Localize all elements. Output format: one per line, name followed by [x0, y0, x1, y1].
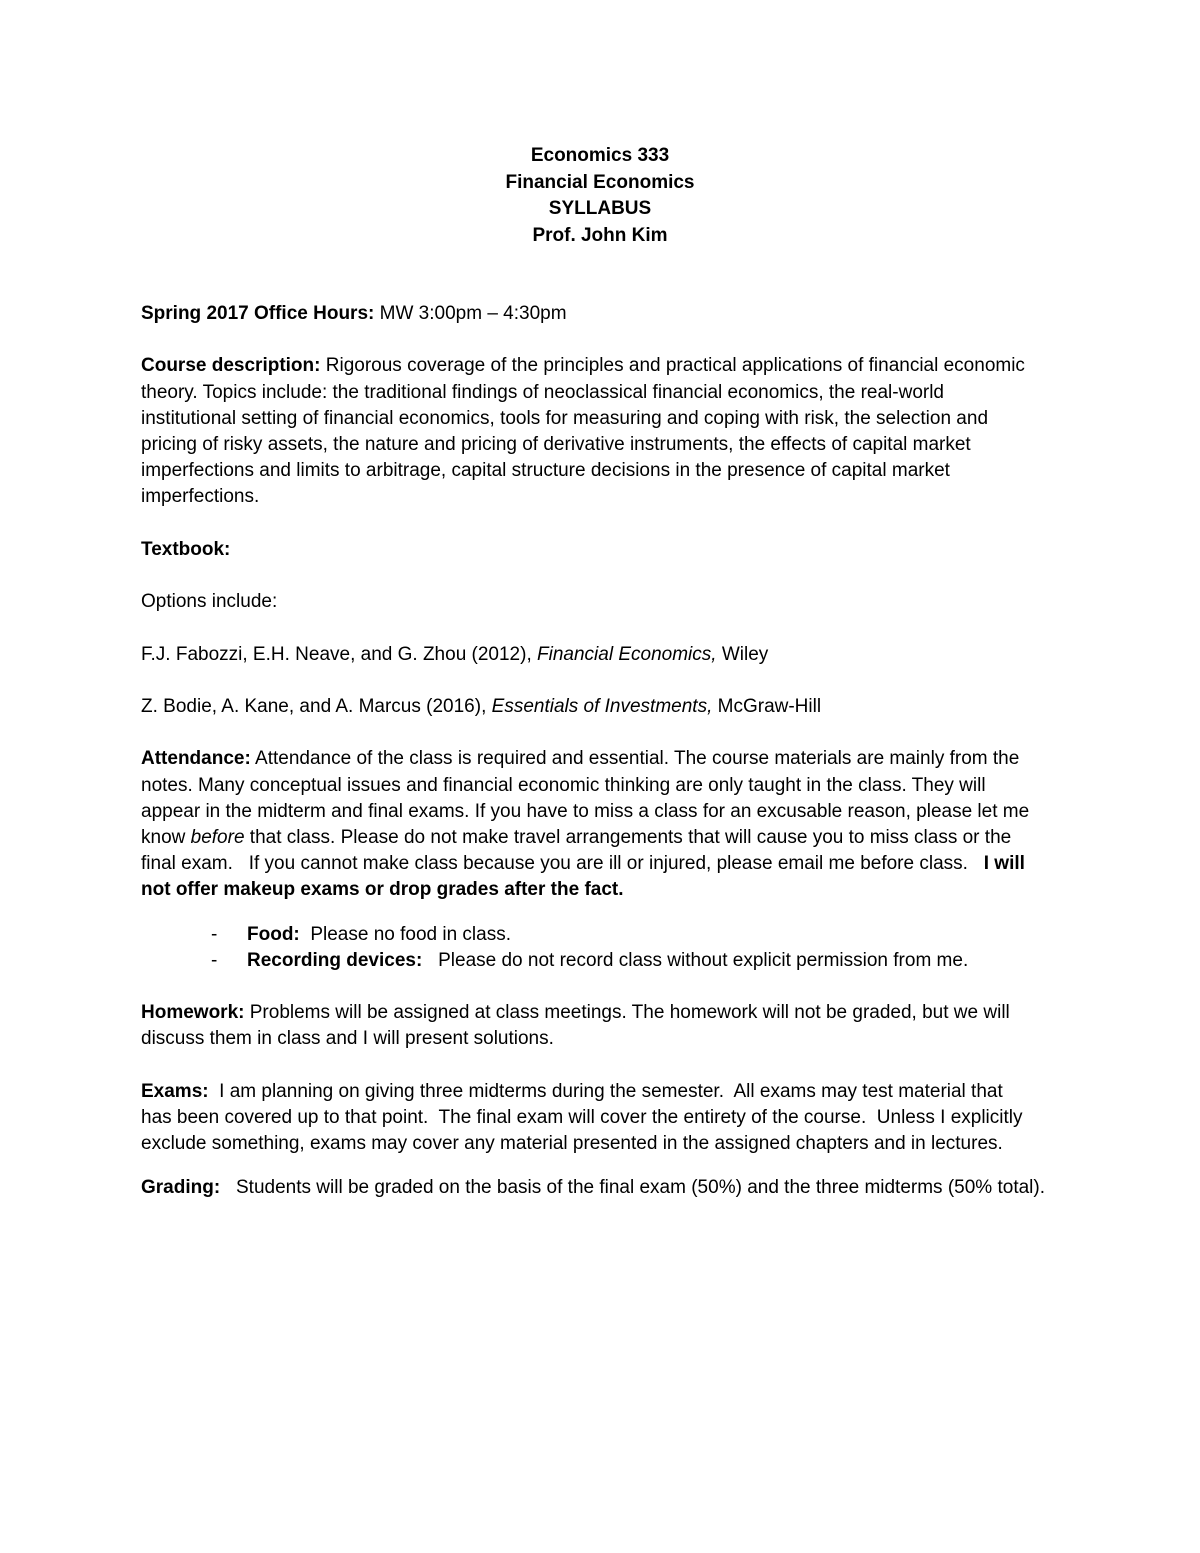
attendance-text: appear in the midterm and final exams. If you have to miss a class for an excusable reason, please let me	[141, 800, 1030, 822]
rule-label: Food:	[247, 923, 300, 945]
attendance-text: know	[141, 826, 191, 848]
exams-text: exclude something, exams may cover any material presented in the assigned chapters and in lectures.	[141, 1133, 1003, 1155]
syllabus-body	[141, 301, 1071, 1202]
course-description-line: Rigorous coverage of the principles and practical applications of financial economic	[320, 355, 1025, 377]
textbook-title: Financial Economics,	[537, 643, 717, 665]
attendance-emphasis: before	[190, 826, 245, 848]
course-description-line: imperfections and limits to arbitrage, capital structure decisions in the presence of capital market	[141, 460, 950, 482]
office-hours-label: Spring 2017 Office Hours:	[141, 303, 375, 324]
textbook-entry	[141, 642, 1071, 668]
grading-policy	[141, 1175, 1071, 1201]
grading-label: Grading:	[141, 1177, 221, 1199]
document-type: SYLLABUS	[548, 198, 652, 219]
textbook-entry	[141, 694, 1071, 720]
course-description-line: institutional setting of financial economics, tools for measuring and coping with risk, the selection and	[141, 407, 989, 429]
course-number: Economics 333	[530, 145, 670, 166]
course-description-line: pricing of risky assets, the nature and pricing of derivative instruments, the effects of capital market	[141, 434, 971, 455]
attendance-warning: not offer makeup exams or drop grades after the fact.	[141, 879, 624, 901]
course-description-label: Course description:	[141, 355, 321, 377]
course-description-line: imperfections.	[141, 486, 260, 508]
textbook-title: Essentials of Investments,	[491, 695, 713, 717]
homework-text: Problems will be assigned at class meetings. The homework will not be graded, but we will	[244, 1002, 1010, 1024]
homework-policy	[141, 1000, 1071, 1052]
textbook-label: Textbook:	[141, 538, 231, 560]
office-hours-value: MW 3:00pm – 4:30pm	[379, 303, 567, 324]
rule-text: Please no food in class.	[299, 923, 512, 945]
rule-text: Please do not record class without explicit permission from me.	[422, 949, 969, 971]
course-description-line: theory. Topics include: the traditional findings of neoclassical financial economics, the real-world	[141, 381, 945, 403]
exams-label: Exams:	[141, 1080, 209, 1102]
attendance-text: that class. Please do not make travel arrangements that will cause you to miss class or the	[244, 826, 1012, 848]
attendance-warning: I will	[983, 853, 1025, 875]
bullet-dash: -	[211, 923, 218, 945]
homework-text: discuss them in class and I will present solutions.	[141, 1028, 554, 1050]
course-description	[141, 353, 1071, 510]
rule-item-recording	[141, 948, 1071, 974]
textbook-publisher: Wiley	[716, 643, 769, 665]
office-hours	[141, 301, 1071, 327]
attendance-policy	[141, 746, 1071, 903]
textbook-authors: F.J. Fabozzi, E.H. Neave, and G. Zhou (2012),	[141, 643, 538, 665]
homework-label: Homework:	[141, 1002, 245, 1024]
exams-text: has been covered up to that point. The final exam will cover the entirety of the course. Unless I explicitly	[141, 1106, 1023, 1128]
rule-label: Recording devices:	[247, 949, 423, 971]
course-title: Financial Economics	[505, 171, 695, 193]
attendance-text: notes. Many conceptual issues and financial economic thinking are only taught in the class. They will	[141, 774, 986, 796]
professor-name: Prof. John Kim	[532, 224, 668, 246]
attendance-label: Attendance:	[141, 748, 251, 770]
textbook-options-intro: Options include:	[141, 591, 278, 613]
classroom-rules	[141, 922, 1071, 974]
attendance-text: Attendance of the class is required and essential. The course materials are mainly from the	[250, 748, 1020, 770]
exams-policy	[141, 1079, 1071, 1158]
grading-text: Students will be graded on the basis of the final exam (50%) and the three midterms (50% total).	[220, 1177, 1045, 1199]
rule-item-food	[141, 922, 1071, 948]
attendance-text: final exam. If you cannot make class because you are ill or injured, please email me before class.	[141, 853, 984, 875]
textbook-publisher: McGraw-Hill	[712, 695, 822, 717]
bullet-dash: -	[211, 949, 218, 971]
title-block	[0, 143, 1200, 249]
exams-text: I am planning on giving three midterms during the semester. All exams may test material that	[208, 1080, 1003, 1102]
textbook-authors: Z. Bodie, A. Kane, and A. Marcus (2016),	[141, 695, 492, 717]
